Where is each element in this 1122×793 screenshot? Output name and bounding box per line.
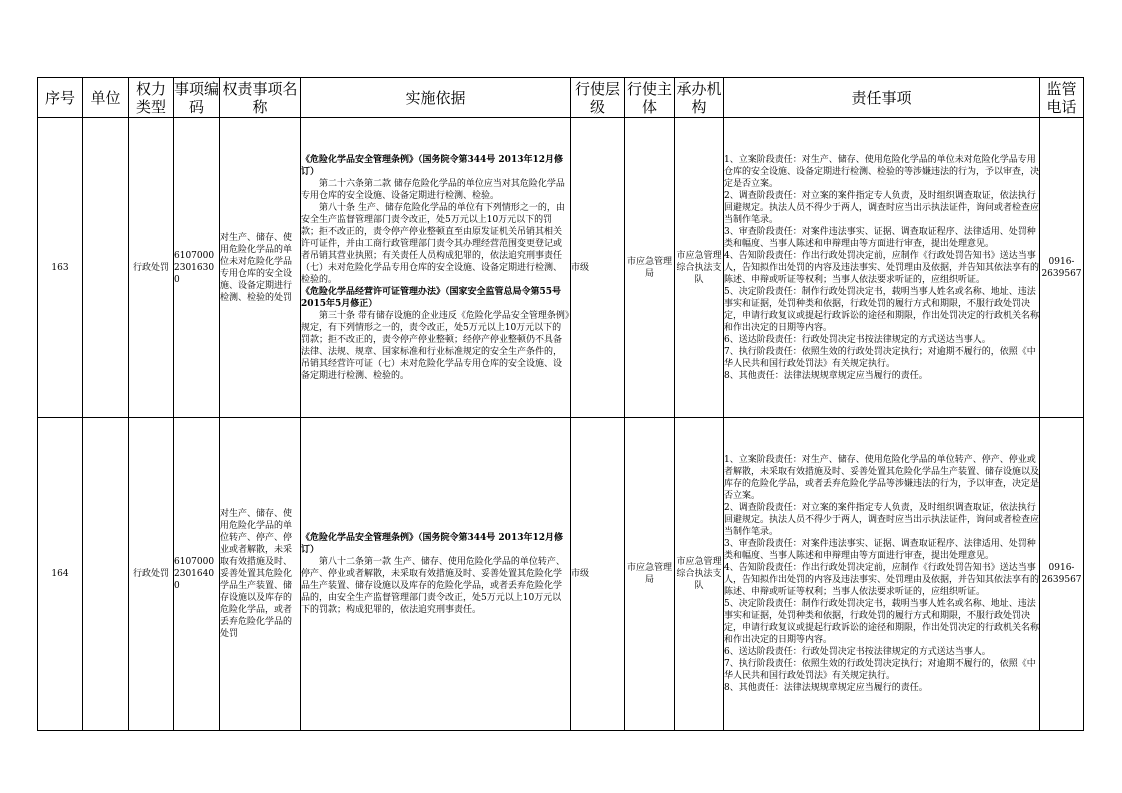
- header-code: 事项编码: [174, 79, 220, 116]
- header-power-type: 权力类型: [129, 78, 174, 118]
- header-seq: 序号: [38, 78, 83, 118]
- resp-item: 4、告知阶段责任：作出行政处罚决定前，应制作《行政处罚告知书》送达当事人，告知拟作出处罚的内容及违法事实、处罚理由及依据，并告知其依法享有的陈述、申辩或听证等权利；当事人依法要求听证的，应组织听证。: [724, 250, 1040, 285]
- phone-area: 0916-: [1048, 256, 1075, 267]
- cell-level: 市级: [571, 418, 625, 731]
- cell-power-type: 行政处罚: [129, 418, 174, 731]
- basis-article: 第三十条 带有储存设施的企业违反《危险化学品安全管理条例》规定，有下列情形之一的，责令改正，处5万元以上10万元以下的罚款；拒不改正的，责令停产停业整顿；经停产停业整顿仍不具备法律、法规、规章、国家标准和行业标准规定的安全生产条件的，吊销其经营许可证（七）未对危险化学品专用仓库的安全设施、设备定期进行检测、检验的。: [301, 310, 570, 381]
- cell-unit: [83, 418, 129, 731]
- phone-area: 0916-: [1048, 563, 1075, 573]
- resp-item: 4、告知阶段责任：作出行政处罚决定前，应制作《行政处罚告知书》送达当事人，告知拟作出处罚的内容及违法事实、处罚理由及依据，并告知其依法享有的陈述、申辩或听证等权利；当事人依法要求听证的，应组织听证。: [724, 563, 1040, 597]
- header-org: 承办机构: [676, 79, 722, 116]
- resp-item: 2、调查阶段责任：对立案的案件指定专人负责，及时组织调查取证，依法执行回避规定。执法人员不得少于两人，调查时应当出示执法证件，询问或者检查应当制作笔录。: [724, 190, 1040, 225]
- cell-resp: [724, 118, 1040, 418]
- cell-level: 市级: [571, 118, 625, 418]
- basis-article: 第八十条 生产、储存危险化学品的单位有下列情形之一的，由安全生产监督管理部门责令改正，处5万元以上10万元以下的罚款；拒不改正的，责令停产停业整顿直至由原发证机关吊销其相关许可证件，并由工商行政管理部门责令其办理经营范围变更登记或者吊销其营业执照；有关责任人员构成犯罪的，依法追究刑事责任（七）未对危险化学品专用仓库的安全设施、设备定期进行检测、检验的。: [301, 202, 565, 285]
- cell-code: 610700023016400: [174, 418, 220, 731]
- phone-number: 2639567: [1041, 268, 1082, 279]
- cell-basis: [301, 418, 571, 731]
- cell-power-type: 行政处罚: [129, 118, 174, 418]
- cell-unit: [83, 118, 129, 418]
- basis-law-title: 《危险化学品安全管理条例》（国务院令第344号 2013年12月修订）: [301, 154, 563, 177]
- resp-item: 6、送达阶段责任：行政处罚决定书按法律规定的方式送达当事人。: [724, 647, 991, 657]
- resp-item: 6、送达阶段责任：行政处罚决定书按法律规定的方式送达当事人。: [724, 334, 991, 345]
- cell-name: 对生产、储存、使用危险化学品的单位转产、停产、停业或者解散，未采取有效措施及时、妥善处置其危险化学品生产装置、储存设施以及库存的危险化学品，或者丢弃危险化学品的处罚: [220, 418, 301, 731]
- resp-item: 7、执行阶段责任：依照生效的行政处罚决定执行；对逾期不履行的，依照《中华人民共和国行政处罚法》有关规定执行。: [724, 346, 1036, 369]
- resp-item: 8、其他责任：法律法规规章规定应当履行的责任。: [724, 683, 928, 693]
- cell-org: 市应急管理综合执法支队: [675, 418, 724, 731]
- table-row: [38, 118, 1084, 418]
- cell-basis: [301, 118, 571, 418]
- resp-item: 7、执行阶段责任：依照生效的行政处罚决定执行；对逾期不履行的，依照《中华人民共和国行政处罚法》有关规定执行。: [724, 659, 1036, 681]
- cell-subject: 市应急管理局: [625, 118, 675, 418]
- header-row: [38, 78, 1084, 118]
- resp-item: 1、立案阶段责任：对生产、储存、使用危险化学品的单位转产、停产、停业或者解散，未采取有效措施及时、妥善处置其危险化学品生产装置、储存设施以及库存的危险化学品，或者丢弃危险化学品等涉嫌违法的行为，予以审查，决定是否立案。: [724, 455, 1040, 501]
- cell-phone: [1040, 418, 1084, 731]
- resp-item: 3、审查阶段责任：对案件违法事实、证据、调查取证程序、法律适用、处罚种类和幅度、当事人陈述和申辩理由等方面进行审查，提出处理意见。: [724, 539, 1036, 561]
- cell-seq: 163: [38, 118, 83, 418]
- header-phone: 监管电话: [1040, 78, 1084, 118]
- cell-resp: [724, 418, 1040, 731]
- resp-item: 1、立案阶段责任：对生产、储存、使用危险化学品的单位未对危险化学品专用仓库的安全设施、设备定期进行检测、检验的等涉嫌违法的行为，予以审查，决定是否立案。: [724, 154, 1040, 189]
- resp-item: 5、决定阶段责任：制作行政处罚决定书，载明当事人姓名或名称、地址、违法事实和证据，处罚种类和依据，行政处罚的履行方式和期限，不服行政处罚决定，申请行政复议或提起行政诉讼的途径和期限，作出处罚决定的行政机关名称和作出决定的日期等内容。: [724, 599, 1040, 645]
- header-resp: 责任事项: [724, 78, 1040, 118]
- resp-item: 3、审查阶段责任：对案件违法事实、证据、调查取证程序、法律适用、处罚种类和幅度、当事人陈述和申辩理由等方面进行审查，提出处理意见。: [724, 226, 1036, 249]
- resp-item: 2、调查阶段责任：对立案的案件指定专人负责，及时组织调查取证，依法执行回避规定。执法人员不得少于两人，调查时应当出示执法证件，询问或者检查应当制作笔录。: [724, 503, 1040, 537]
- cell-org: 市应急管理综合执法支队: [675, 118, 724, 418]
- basis-article: 第八十二条第一款 生产、储存、使用危险化学品的单位转产、停产、停业或者解散，未采取有效措施及时、妥善处置其危险化学品生产装置、储存设施以及库存的危险化学品，或者丢弃危险化学品的，由安全生产监督管理部门责令改正，处5万元以上10万元以下的罚款；构成犯罪的，依法追究刑事责任。: [301, 557, 565, 615]
- basis-law-title: 《危险化学品经营许可证管理办法》（国家安全监管总局令第55号 2015年5月修正）: [301, 286, 562, 309]
- resp-item: 8、其他责任：法律法规规章规定应当履行的责任。: [724, 370, 928, 381]
- resp-item: 5、决定阶段责任：制作行政处罚决定书，载明当事人姓名或名称、地址、违法事实和证据，处罚种类和依据，行政处罚的履行方式和期限，不服行政处罚决定，申请行政复议或提起行政诉讼的途径和期限，作出处罚决定的行政机关名称和作出决定的日期等内容。: [724, 286, 1040, 333]
- header-subject: 行使主体: [625, 78, 675, 118]
- header-unit: 单位: [83, 78, 129, 118]
- power-list-table: [37, 77, 1084, 731]
- basis-law-title: 《危险化学品安全管理条例》（国务院令第344号 2013年12月修订）: [301, 533, 563, 555]
- phone-number: 2639567: [1041, 575, 1082, 585]
- cell-seq: 164: [38, 418, 83, 731]
- table-row: [38, 418, 1084, 731]
- header-level: 行使层级: [571, 78, 625, 118]
- cell-name: 对生产、储存、使用危险化学品的单位未对危险化学品专用仓库的安全设施、设备定期进行检测、检验的处罚: [220, 118, 301, 418]
- cell-subject: 市应急管理局: [625, 418, 675, 731]
- cell-phone: [1040, 118, 1084, 418]
- header-basis: 实施依据: [301, 78, 571, 118]
- cell-code: 610700023016300: [174, 118, 220, 418]
- header-name: 权责事项名称: [220, 78, 301, 118]
- basis-article: 第二十六条第二款 储存危险化学品的单位应当对其危险化学品专用仓库的安全设施、设备定期进行检测、检验。: [301, 178, 565, 201]
